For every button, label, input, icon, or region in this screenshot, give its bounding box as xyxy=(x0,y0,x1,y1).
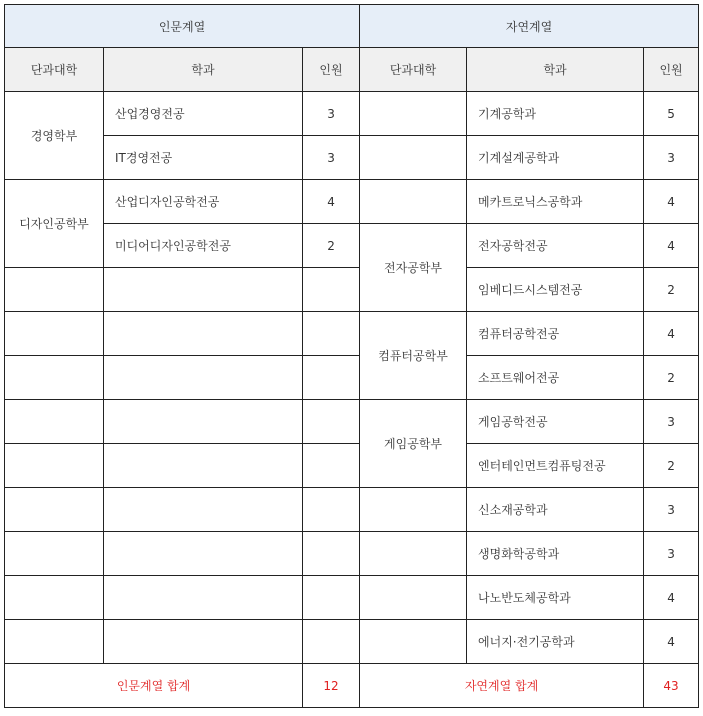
table-row xyxy=(5,488,699,532)
col-college: 단과대학 xyxy=(360,48,467,92)
count-cell: 3 xyxy=(644,532,699,576)
count-cell: 2 xyxy=(644,444,699,488)
empty-cell xyxy=(5,356,104,400)
college-cell: 컴퓨터공학부 xyxy=(360,312,467,400)
table-row xyxy=(5,620,699,664)
count-cell: 4 xyxy=(644,620,699,664)
count-cell: 3 xyxy=(644,488,699,532)
count-cell: 5 xyxy=(644,92,699,136)
empty-cell xyxy=(303,576,360,620)
col-count: 인원 xyxy=(644,48,699,92)
dept-cell: 기계설계공학과 xyxy=(467,136,644,180)
table-row xyxy=(5,268,699,312)
empty-cell xyxy=(5,620,104,664)
dept-cell: 에너지·전기공학과 xyxy=(467,620,644,664)
dept-cell: 엔터테인먼트컴퓨팅전공 xyxy=(467,444,644,488)
empty-cell xyxy=(303,532,360,576)
dept-cell: 전자공학전공 xyxy=(467,224,644,268)
count-cell: 3 xyxy=(303,92,360,136)
dept-cell: 소프트웨어전공 xyxy=(467,356,644,400)
empty-cell xyxy=(5,268,104,312)
count-cell: 3 xyxy=(644,400,699,444)
natural-total-label: 자연계열 합계 xyxy=(360,664,644,708)
empty-cell xyxy=(104,620,303,664)
empty-cell xyxy=(360,488,467,532)
total-row xyxy=(5,664,699,708)
empty-cell xyxy=(303,312,360,356)
empty-cell xyxy=(104,488,303,532)
col-dept: 학과 xyxy=(104,48,303,92)
natural-header: 자연계열 xyxy=(360,5,699,48)
table-row xyxy=(5,180,699,224)
college-cell: 경영학부 xyxy=(5,92,104,180)
dept-cell: 신소재공학과 xyxy=(467,488,644,532)
dept-cell: 미디어디자인공학전공 xyxy=(104,224,303,268)
empty-cell xyxy=(104,312,303,356)
empty-cell xyxy=(104,400,303,444)
empty-cell xyxy=(360,576,467,620)
count-cell: 2 xyxy=(303,224,360,268)
count-cell: 4 xyxy=(644,224,699,268)
college-cell: 디자인공학부 xyxy=(5,180,104,268)
empty-cell xyxy=(303,444,360,488)
empty-cell xyxy=(5,532,104,576)
table-row xyxy=(5,400,699,444)
dept-cell: 산업디자인공학전공 xyxy=(104,180,303,224)
table-row xyxy=(5,224,699,268)
empty-cell xyxy=(360,532,467,576)
college-cell: 게임공학부 xyxy=(360,400,467,488)
empty-cell xyxy=(104,576,303,620)
dept-cell: IT경영전공 xyxy=(104,136,303,180)
empty-cell xyxy=(360,92,467,136)
table-row xyxy=(5,444,699,488)
college-cell: 전자공학부 xyxy=(360,224,467,312)
table-row xyxy=(5,312,699,356)
humanities-total-label: 인문계열 합계 xyxy=(5,664,303,708)
count-cell: 4 xyxy=(644,576,699,620)
empty-cell xyxy=(303,620,360,664)
natural-total-value: 43 xyxy=(644,664,699,708)
humanities-total-value: 12 xyxy=(303,664,360,708)
count-cell: 4 xyxy=(644,180,699,224)
table-row xyxy=(5,136,699,180)
empty-cell xyxy=(104,532,303,576)
dept-cell: 기계공학과 xyxy=(467,92,644,136)
empty-cell xyxy=(5,400,104,444)
col-college: 단과대학 xyxy=(5,48,104,92)
empty-cell xyxy=(303,488,360,532)
dept-cell: 산업경영전공 xyxy=(104,92,303,136)
count-cell: 4 xyxy=(303,180,360,224)
empty-cell xyxy=(5,312,104,356)
count-cell: 2 xyxy=(644,356,699,400)
admission-quota-table xyxy=(4,4,699,708)
empty-cell xyxy=(5,488,104,532)
count-cell: 2 xyxy=(644,268,699,312)
humanities-header: 인문계열 xyxy=(5,5,360,48)
empty-cell xyxy=(360,620,467,664)
dept-cell: 게임공학전공 xyxy=(467,400,644,444)
empty-cell xyxy=(360,180,467,224)
dept-cell: 나노반도체공학과 xyxy=(467,576,644,620)
dept-cell: 컴퓨터공학전공 xyxy=(467,312,644,356)
empty-cell xyxy=(104,444,303,488)
empty-cell xyxy=(5,444,104,488)
dept-cell: 메카트로닉스공학과 xyxy=(467,180,644,224)
count-cell: 3 xyxy=(303,136,360,180)
col-count: 인원 xyxy=(303,48,360,92)
empty-cell xyxy=(303,268,360,312)
count-cell: 3 xyxy=(644,136,699,180)
dept-cell: 임베디드시스템전공 xyxy=(467,268,644,312)
empty-cell xyxy=(303,400,360,444)
empty-cell xyxy=(104,268,303,312)
dept-cell: 생명화학공학과 xyxy=(467,532,644,576)
empty-cell xyxy=(360,136,467,180)
empty-cell xyxy=(303,356,360,400)
col-dept: 학과 xyxy=(467,48,644,92)
table-row xyxy=(5,576,699,620)
table-row xyxy=(5,356,699,400)
table-row xyxy=(5,92,699,136)
table-row xyxy=(5,532,699,576)
empty-cell xyxy=(5,576,104,620)
empty-cell xyxy=(104,356,303,400)
count-cell: 4 xyxy=(644,312,699,356)
